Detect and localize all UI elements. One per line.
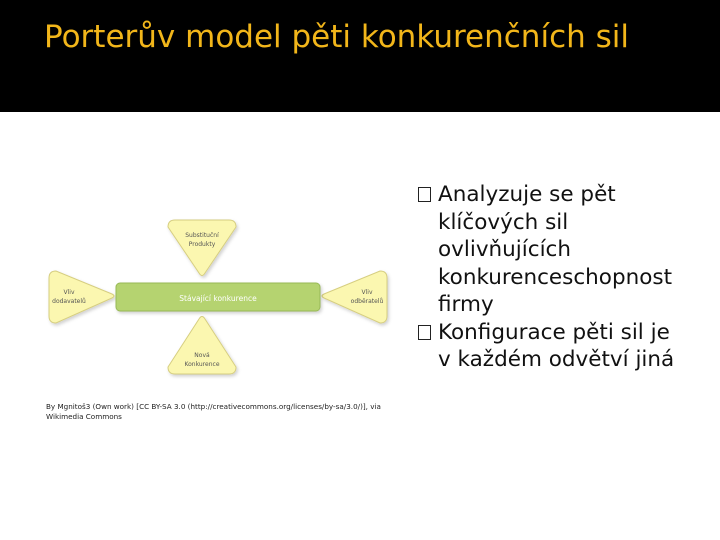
center-label: Stávající konkurence	[179, 294, 257, 303]
bullet-list	[418, 181, 688, 374]
bottom-label-line1: Nová	[194, 352, 210, 359]
image-credit: By Mgnitoš3 (Own work) [CC BY-SA 3.0 (http://creativecommons.org/licenses/by-sa/3.0/)], via Wikimedia Commons	[46, 402, 381, 421]
bullet-marker-icon	[418, 325, 431, 340]
top-label-line2: Produkty	[188, 241, 216, 248]
right-label-line1: Vliv	[361, 289, 373, 296]
left-label-line1: Vliv	[63, 289, 75, 296]
title-band	[0, 0, 720, 112]
bullet-item	[418, 181, 688, 319]
bottom-label-line2: Konkurence	[184, 361, 220, 368]
force-arrow-right	[322, 271, 387, 323]
bullet-item	[418, 319, 688, 374]
right-label-line2: odběratelů	[350, 298, 384, 305]
top-label-line1: Substituční	[185, 232, 219, 239]
porter-diagram	[44, 186, 396, 396]
bullet-text: Analyzuje se pět klíčových sil ovlivňujících konkurenceschopnost firmy	[438, 182, 673, 317]
slide-title: Porterův model pěti konkurenčních sil	[44, 19, 629, 55]
bullet-marker-icon	[418, 187, 431, 202]
porter-diagram-graphic	[44, 186, 396, 396]
left-label-line2: dodavatelů	[52, 298, 86, 305]
force-arrow-left	[49, 271, 114, 323]
bullet-text: Konfigurace pěti sil je v každém odvětví jiná	[438, 319, 675, 372]
